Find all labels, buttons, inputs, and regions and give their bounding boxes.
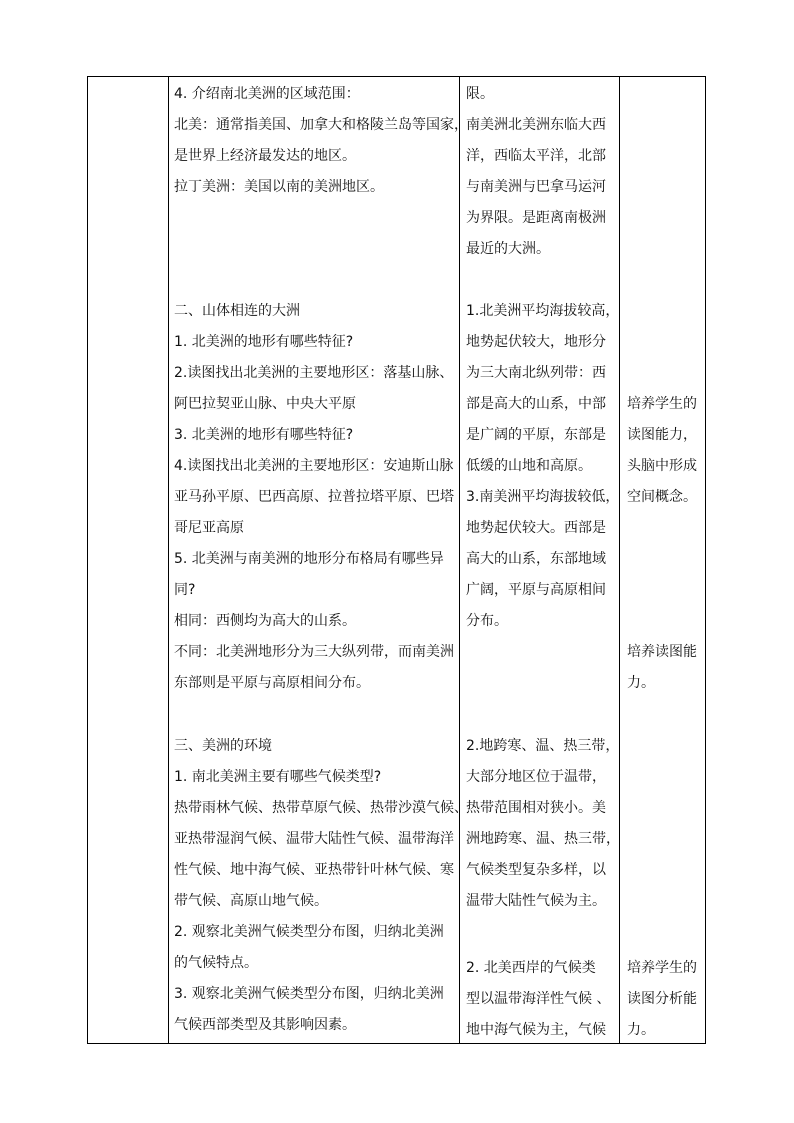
content-line: 不同：北美洲地形分为三大纵列带，而南美洲 <box>174 644 454 660</box>
answer-line: 2. 北美西岸的气候类 <box>466 960 596 976</box>
answer-line: 低缓的山地和高原。 <box>466 458 592 474</box>
answer-line: 地势起伏较大。西部是 <box>466 520 606 536</box>
intent-line: 读图能力， <box>627 427 697 443</box>
content-line: 热带雨林气候、热带草原气候、热带沙漠气候、 <box>174 800 468 816</box>
content-line: 4.读图找出北美洲的主要地形区：安迪斯山脉 <box>174 458 454 474</box>
section-heading: 三、美洲的环境 <box>174 738 272 754</box>
answer-line: 南美洲北美洲东临大西 <box>466 117 606 133</box>
content-line: 哥尼亚高原 <box>174 520 244 536</box>
content-line: 3. 北美洲的地形有哪些特征? <box>174 427 354 443</box>
content-line: 亚马孙平原、巴西高原、拉普拉塔平原、巴塔 <box>174 489 454 505</box>
answer-line: 地势起伏较大，地形分 <box>466 334 606 350</box>
content-line: 带气候、高原山地气候。 <box>174 893 328 909</box>
content-line: 2. 观察北美洲气候类型分布图，归纳北美洲 <box>174 924 444 940</box>
column-divider <box>619 77 620 1043</box>
intent-line: 头脑中形成 <box>627 458 697 474</box>
content-line: 5. 北美洲与南美洲的地形分布格局有哪些异 <box>174 551 444 567</box>
content-line: 是世界上经济最发达的地区。 <box>174 148 356 164</box>
intent-line: 空间概念。 <box>627 489 697 505</box>
answer-line: 3.南美洲平均海拔较低， <box>466 489 620 505</box>
answer-line: 热带范围相对狭小。美 <box>466 800 606 816</box>
content-line: 拉丁美洲：美国以南的美洲地区。 <box>174 179 384 195</box>
content-line: 1. 北美洲的地形有哪些特征? <box>174 334 354 350</box>
intent-line: 力。 <box>627 1022 655 1038</box>
answer-line: 限。 <box>466 86 494 102</box>
answer-line: 洲地跨寒、温、热三带， <box>466 831 620 847</box>
answer-line: 大部分地区位于温带， <box>466 769 606 785</box>
column-divider <box>459 77 460 1043</box>
content-line: 阿巴拉契亚山脉、中央大平原 <box>174 396 356 412</box>
answer-line: 温带大陆性气候为主。 <box>466 893 606 909</box>
intent-line: 读图分析能 <box>627 991 697 1007</box>
intent-line: 培养读图能 <box>627 644 697 660</box>
content-line: 东部则是平原与高原相间分布。 <box>174 675 370 691</box>
answer-line: 地中海气候为主，气候 <box>466 1022 606 1038</box>
content-line: 气候西部类型及其影响因素。 <box>174 1017 356 1033</box>
answer-line: 分布。 <box>466 613 508 629</box>
section-heading: 二、山体相连的大洲 <box>174 303 300 319</box>
answer-line: 2.地跨寒、温、热三带， <box>466 738 620 754</box>
intent-line: 培养学生的 <box>627 960 697 976</box>
intent-line: 培养学生的 <box>627 396 697 412</box>
content-line: 的气候特点。 <box>174 955 258 971</box>
content-line: 3. 观察北美洲气候类型分布图，归纳北美洲 <box>174 986 444 1002</box>
answer-line: 气候类型复杂多样，以 <box>466 862 606 878</box>
content-line: 北美：通常指美国、加拿大和格陵兰岛等国家， <box>174 117 468 133</box>
content-line: 亚热带湿润气候、温带大陆性气候、温带海洋 <box>174 831 454 847</box>
answer-line: 是广阔的平原，东部是 <box>466 427 606 443</box>
content-line: 4. 介绍南北美洲的区域范围： <box>174 86 360 102</box>
intent-line: 力。 <box>627 675 655 691</box>
content-line: 相同：西侧均为高大的山系。 <box>174 613 356 629</box>
content-line: 2.读图找出北美洲的主要地形区：落基山脉、 <box>174 365 454 381</box>
answer-line: 广阔，平原与高原相间 <box>466 582 606 598</box>
answer-line: 为界限。是距离南极洲 <box>466 210 606 226</box>
content-line: 1. 南北美洲主要有哪些气候类型? <box>174 769 382 785</box>
answer-line: 最近的大洲。 <box>466 241 550 257</box>
answer-line: 部是高大的山系，中部 <box>466 396 606 412</box>
content-line: 同? <box>174 582 196 598</box>
answer-line: 1.北美洲平均海拔较高， <box>466 303 620 319</box>
column-divider <box>168 77 169 1043</box>
answer-line: 高大的山系，东部地域 <box>466 551 606 567</box>
answer-line: 洋，西临太平洋，北部 <box>466 148 606 164</box>
content-line: 性气候、地中海气候、亚热带针叶林气候、寒 <box>174 862 454 878</box>
answer-line: 型以温带海洋性气候 、 <box>466 991 611 1007</box>
answer-line: 为三大南北纵列带：西 <box>466 365 606 381</box>
answer-line: 与南美洲与巴拿马运河 <box>466 179 606 195</box>
